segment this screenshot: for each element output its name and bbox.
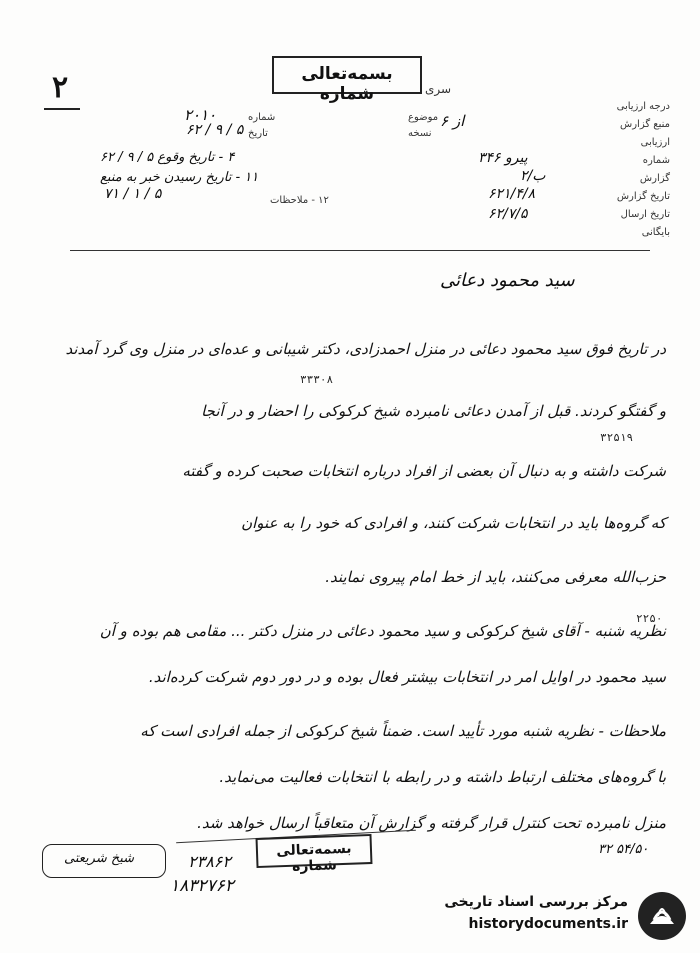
footer-stamp — [256, 834, 373, 875]
right-value-1: پیرو ۳۴۶ — [478, 150, 528, 166]
watermark-persian: مرکز بررسی اسناد تاریخی — [444, 894, 628, 910]
signature: شیخ شریعتی — [64, 851, 135, 866]
right-label: درجه ارزیابی — [616, 101, 670, 112]
page-number-underline — [44, 108, 80, 110]
margin-number: ۳۲۵۱۹ — [600, 431, 634, 444]
page-number: ۲ — [52, 70, 69, 105]
footer-handwritten-number: ۲۳۸۶۲ — [188, 852, 231, 871]
footer-dated-note: ۱۸۳۲۷۶۲ — [170, 876, 234, 896]
right-label: ارزیابی — [640, 137, 670, 148]
right-label: گزارش — [639, 173, 670, 184]
body-line: و گفتگو کردند. قبل از آمدن دعائی نامبرده شیخ کرکوکی را احضار و در آنجا — [201, 402, 666, 420]
right-label-column — [550, 98, 670, 242]
body-line: در تاریخ فوق سید محمود دعائی در منزل احمدزادی، دکتر شیبانی و عده‌ای در منزل وی گرد آمدند — [65, 340, 666, 358]
right-label: تاریخ ارسال — [620, 209, 670, 220]
right-label: بایگانی — [641, 227, 670, 238]
right-label: شماره — [642, 155, 670, 166]
body-line: با گروه‌های مختلف ارتباط داشته و در رابطه با انتخابات فعالیت می‌نماید. — [219, 768, 666, 786]
body-line: ملاحظات - نظریه شنبه مورد تأیید است. ضمناً شیخ کرکوکی از جمله افرادی است که — [140, 722, 666, 740]
right-value-3: ۶۲۱/۴/۸ — [488, 186, 536, 202]
body-line: شرکت داشته و به دنبال آن بعضی از افراد درباره انتخابات صحبت کرده و گفته — [182, 462, 666, 480]
received-date-value: ۵ / ۱ / ۷۱ — [104, 186, 162, 202]
body-line: که گروه‌ها باید در انتخابات شرکت کنند، و افرادی که خود را به عنوان — [241, 514, 666, 532]
note-line-3: ۱۲ - ملاحظات — [270, 195, 329, 206]
watermark-english: historydocuments.ir — [468, 916, 628, 932]
footer-stamp-text: بسمه‌تعالی شماره — [276, 840, 352, 875]
header-underline-word: سری — [425, 82, 452, 96]
right-label: تاریخ گزارش — [616, 191, 670, 202]
letter-number-value: ۲۰۱۰ — [184, 106, 217, 124]
margin-number: ۳۳۳۰۸ — [300, 373, 334, 386]
copy-value: از ۶ — [440, 112, 465, 130]
right-value-4: ۶۲/۷/۵ — [488, 206, 528, 222]
right-label: منبع گزارش — [620, 119, 670, 130]
right-value-2: ب/۲ — [520, 168, 546, 184]
right-margin-note: ۵۴/۵۰ ۳۲ — [598, 842, 649, 857]
letter-number-label: شماره — [248, 112, 276, 123]
header-stamp-text: بسمه‌تعالی شماره — [301, 64, 393, 104]
copy-label: نسخه — [408, 128, 432, 139]
body-line: سید محمود در اوایل امر در انتخابات بیشتر فعال بوده و در دور دوم شرکت کرده‌اند. — [148, 668, 666, 686]
subject-title: سید محمود دعائی — [440, 270, 575, 291]
note-line-2: ۱۱ - تاریخ رسیدن خبر به منبع — [100, 170, 259, 185]
left-margin-number: ۲۲۵۰ — [636, 612, 663, 625]
note-line-1: ۴ - تاریخ وقوع ۵ / ۹ / ۶۲ — [100, 150, 235, 165]
body-line: نظریه شنبه - آقای شیخ کرکوکی و سید محمود دعائی در منزل دکتر ... مقامی هم بوده و آن — [99, 622, 666, 640]
date-label: تاریخ — [248, 128, 268, 139]
book-emblem-icon — [636, 890, 688, 942]
date-value: ۵ / ۹ / ۶۲ — [186, 122, 244, 138]
subject-label: موضوع — [408, 112, 439, 123]
body-line: حزب‌الله معرفی می‌کنند، باید از خط امام پیروی نمایند. — [325, 568, 666, 586]
header-stamp — [272, 56, 422, 104]
header-divider — [70, 250, 650, 251]
watermark-logo — [418, 888, 688, 944]
body-line: منزل نامبرده تحت کنترل قرار گرفته و گزارش آن متعاقباً ارسال خواهد شد. — [197, 814, 666, 832]
